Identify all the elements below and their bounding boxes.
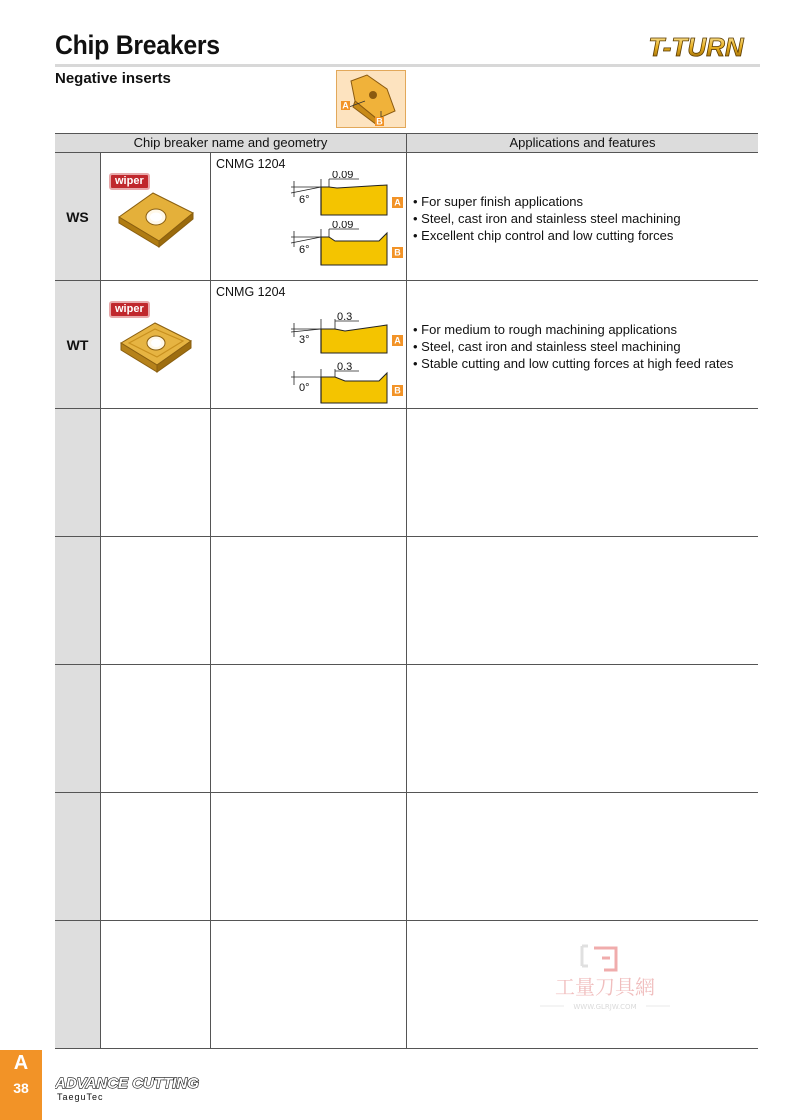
section-letter: A — [13, 1052, 29, 1074]
feature-item: • Steel, cast iron and stainless steel machining — [413, 210, 681, 227]
profile-marker: B — [394, 385, 401, 396]
chip-breaker-table — [55, 133, 758, 1049]
profile-marker: A — [394, 197, 401, 208]
empty-table-row — [55, 793, 758, 921]
insert-model: CNMG 1204 — [216, 157, 286, 171]
watermark-url: WWW.GLRJW.COM — [573, 1003, 637, 1011]
insert-model: CNMG 1204 — [216, 285, 286, 299]
feature-item: • Excellent chip control and low cutting forces — [413, 227, 681, 244]
geometry-cell — [211, 921, 407, 1048]
table-row — [55, 281, 758, 409]
feature-list — [413, 193, 681, 244]
page-title: Chip Breakers — [55, 30, 220, 60]
page-subtitle: Negative inserts — [55, 70, 171, 87]
feature-item: • For super finish applications — [413, 193, 681, 210]
empty-table-row — [55, 665, 758, 793]
table-header — [55, 134, 758, 153]
wiper-badge: wiper — [109, 301, 150, 318]
brand-logo-text: T-TURN — [648, 32, 744, 62]
empty-table-row — [55, 537, 758, 665]
profile-marker: B — [394, 247, 401, 258]
geometry-cell — [211, 409, 407, 536]
chip-breaker-name — [55, 537, 101, 664]
chip-breaker-name: WS — [55, 153, 101, 280]
geometry-cell — [211, 281, 407, 408]
applications-cell — [407, 537, 758, 664]
applications-cell — [407, 153, 758, 280]
geometry-cell — [211, 665, 407, 792]
profile-b — [211, 221, 407, 271]
feature-item: • Steel, cast iron and stainless steel machining — [413, 338, 733, 355]
diagram-marker-b: B — [376, 116, 383, 127]
empty-table-row — [55, 409, 758, 537]
insert-diagram-icon — [336, 70, 406, 128]
applications-cell — [407, 281, 758, 408]
feature-item: • Stable cutting and low cutting forces at high feed rates — [413, 355, 733, 372]
footer-logo-text: ADVANCE CUTTING — [55, 1075, 199, 1092]
brand-logo — [630, 30, 762, 64]
title-rule — [55, 64, 760, 67]
column-header-geometry: Chip breaker name and geometry — [55, 134, 407, 152]
land-width: 0.3 — [337, 311, 353, 323]
geometry-cell — [211, 793, 407, 920]
geometry-cell — [211, 537, 407, 664]
applications-cell — [407, 409, 758, 536]
chip-breaker-name — [55, 665, 101, 792]
geometry-cell — [211, 153, 407, 280]
insert-image-cell — [101, 793, 211, 920]
page-number: 38 — [13, 1080, 29, 1096]
chip-breaker-name — [55, 921, 101, 1048]
insert-image-cell — [101, 921, 211, 1048]
wiper-badge: wiper — [109, 173, 150, 190]
insert-icon — [115, 187, 197, 249]
applications-cell — [407, 665, 758, 792]
profile-b — [211, 359, 407, 409]
chip-breaker-name — [55, 793, 101, 920]
rake-angle: 6° — [299, 244, 310, 256]
feature-item: • For medium to rough machining applications — [413, 321, 733, 338]
applications-cell — [407, 793, 758, 920]
footer-logo — [55, 1070, 205, 1104]
rake-angle: 3° — [299, 334, 310, 346]
insert-image-cell — [101, 281, 211, 408]
watermark-logo — [530, 940, 680, 1015]
insert-image-cell — [101, 665, 211, 792]
chip-breaker-name: WT — [55, 281, 101, 408]
rake-angle: 0° — [299, 382, 310, 394]
column-header-applications: Applications and features — [509, 135, 656, 150]
insert-image-cell — [101, 537, 211, 664]
profile-a — [211, 309, 407, 359]
feature-list — [413, 321, 733, 372]
rake-angle: 6° — [299, 194, 310, 206]
chip-breaker-name — [55, 409, 101, 536]
footer-logo-subtext: TaeguTec — [57, 1092, 104, 1102]
table-row — [55, 153, 758, 281]
profile-marker: A — [394, 335, 401, 346]
watermark-cjk: 工量刀具網 — [555, 975, 655, 999]
land-width: 0.3 — [337, 361, 353, 373]
land-width: 0.09 — [332, 171, 354, 181]
insert-icon — [115, 315, 197, 377]
insert-image-cell — [101, 409, 211, 536]
profile-a — [211, 171, 407, 221]
insert-image-cell — [101, 153, 211, 280]
land-width: 0.09 — [332, 221, 354, 231]
diagram-marker-a: A — [342, 100, 349, 111]
